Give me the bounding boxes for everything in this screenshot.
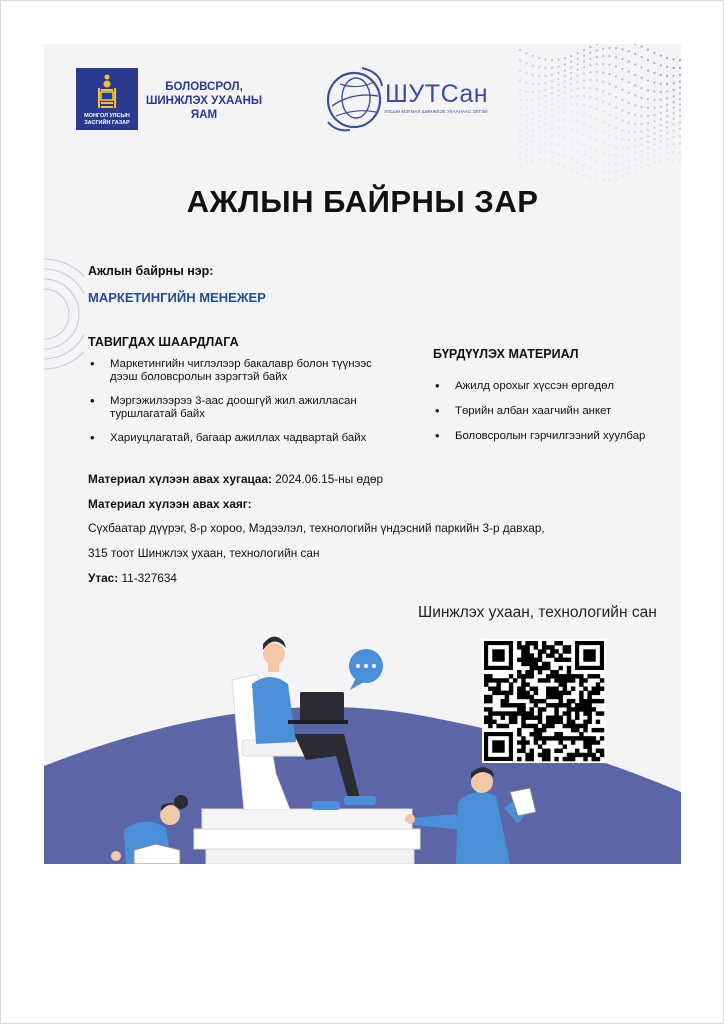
requirements-heading: ТАВИГДАХ ШААРДЛАГА bbox=[88, 335, 239, 349]
foundation-name: Шинжлэх ухаан, технологийн сан bbox=[418, 604, 657, 621]
emblem-caption: МОНГОЛ УЛСЫН ЗАСГИЙН ГАЗАР bbox=[84, 113, 130, 126]
foundation-subtitle: УЛСЫН МЭГМАЛ ШИНЖЛЭХ УХААНААС ЭХТЭЙ bbox=[384, 109, 488, 114]
phone-value: 11-327634 bbox=[118, 571, 177, 585]
deadline-label: Материал хүлээн авах хугацаа: bbox=[88, 472, 272, 486]
deadline-value: 2024.06.15-ны өдөр bbox=[271, 472, 384, 486]
position-label: Ажлын байрны нэр: bbox=[88, 264, 214, 278]
page-title: АЖЛЫН БАЙРНЫ ЗАР bbox=[186, 184, 539, 219]
list-item: • Маркетингийн чиглэлээр бакалавр болон түүнээс дээш боловсролын зэрэгтэй байх bbox=[88, 358, 388, 384]
list-item: • Боловсролын гэрчилгээний хуулбар bbox=[433, 430, 645, 443]
list-item: • Ажилд орохыг хүссэн өргөдөл bbox=[433, 380, 645, 393]
materials-heading: БҮРДҮҮЛЭХ МАТЕРИАЛ bbox=[433, 347, 579, 361]
list-item: • Хариуцлагатай, багаар ажиллах чадвартай байх bbox=[88, 432, 388, 445]
address-label: Материал хүлээн авах хаяг: bbox=[88, 497, 252, 511]
list-item: • Төрийн албан хаагчийн анкет bbox=[433, 405, 645, 418]
ministry-name: БОЛОВСРОЛ, ШИНЖЛЭХ УХААНЫ ЯАМ bbox=[145, 81, 263, 121]
foundation-name-logo: ШУТСан bbox=[385, 80, 489, 108]
position-value: МАРКЕТИНГИЙН МЕНЕЖЕР bbox=[88, 290, 266, 305]
address-line-1: Сүхбаатар дүүрэг, 8-р хороо, Мэдээлэл, технологийн үндэсний паркийн 3-р давхар, bbox=[88, 521, 545, 535]
job-announcement-poster bbox=[44, 44, 681, 864]
address-line-2: 315 тоот Шинжлэх ухаан, технологийн сан bbox=[88, 546, 320, 560]
qr-code-image[interactable] bbox=[482, 639, 606, 763]
phone-label: Утас: bbox=[88, 571, 119, 585]
list-item: • Мэргэжилээрээ 3-аас доошгүй жил ажилласан туршлагатай байх bbox=[88, 395, 388, 421]
